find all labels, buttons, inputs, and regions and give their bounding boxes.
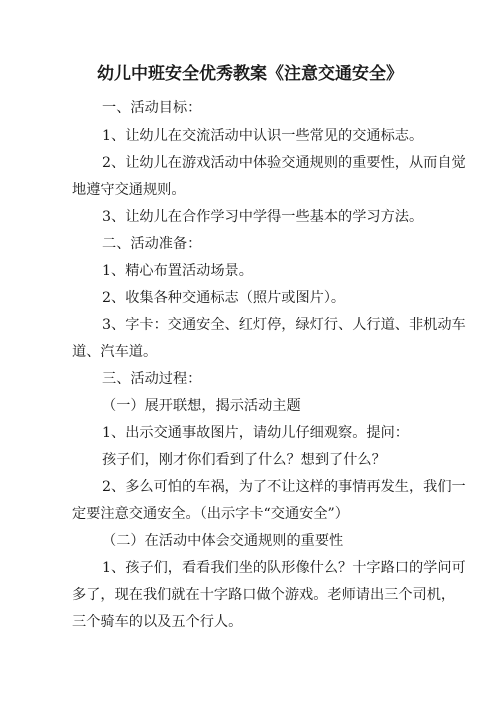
paragraph-line: 1、出示交通事故图片，请幼儿仔细观察。提问： <box>102 425 409 441</box>
paragraph-line: 道、汽车道。 <box>72 344 158 360</box>
paragraph-line: 多了，现在我们就在十字路口做个游戏。老师请出三个司机， <box>72 587 456 603</box>
paragraph-line: 2、让幼儿在游戏活动中体验交通规则的重要性，从而自觉 <box>102 155 466 171</box>
paragraph-line: 2、多么可怕的车祸，为了不让这样的事情再发生，我们一 <box>102 479 466 495</box>
paragraph-line: 孩子们，刚才你们看到了什么？想到了什么？ <box>102 452 386 468</box>
paragraph-line: 三个骑车的以及五个行人。 <box>72 614 243 630</box>
section-heading-objectives: 一、活动目标： <box>102 100 202 116</box>
paragraph-line: 3、让幼儿在合作学习中学得一些基本的学习方法。 <box>102 209 424 225</box>
paragraph-line: 1、精心布置活动场景。 <box>102 263 253 279</box>
document-title: 幼儿中班安全优秀教案《注意交通安全》 <box>97 64 403 84</box>
paragraph-line: 定要注意交通安全。（出示字卡“交通安全”） <box>72 506 349 522</box>
paragraph-line: 地遵守交通规则。 <box>72 182 186 198</box>
paragraph-line: 3、字卡：交通安全、红灯停，绿灯行、人行道、非机动车 <box>102 317 466 333</box>
subsection-heading: （二）在活动中体会交通规则的重要性 <box>102 533 344 549</box>
paragraph-line: 1、孩子们，看看我们坐的队形像什么？十字路口的学问可 <box>102 560 466 576</box>
section-heading-preparation: 二、活动准备： <box>102 236 202 252</box>
section-heading-process: 三、活动过程： <box>102 371 202 387</box>
paragraph-line: 1、让幼儿在交流活动中认识一些常见的交通标志。 <box>102 128 424 144</box>
subsection-heading: （一）展开联想，揭示活动主题 <box>102 398 301 414</box>
paragraph-line: 2、收集各种交通标志（照片或图片）。 <box>102 290 346 306</box>
